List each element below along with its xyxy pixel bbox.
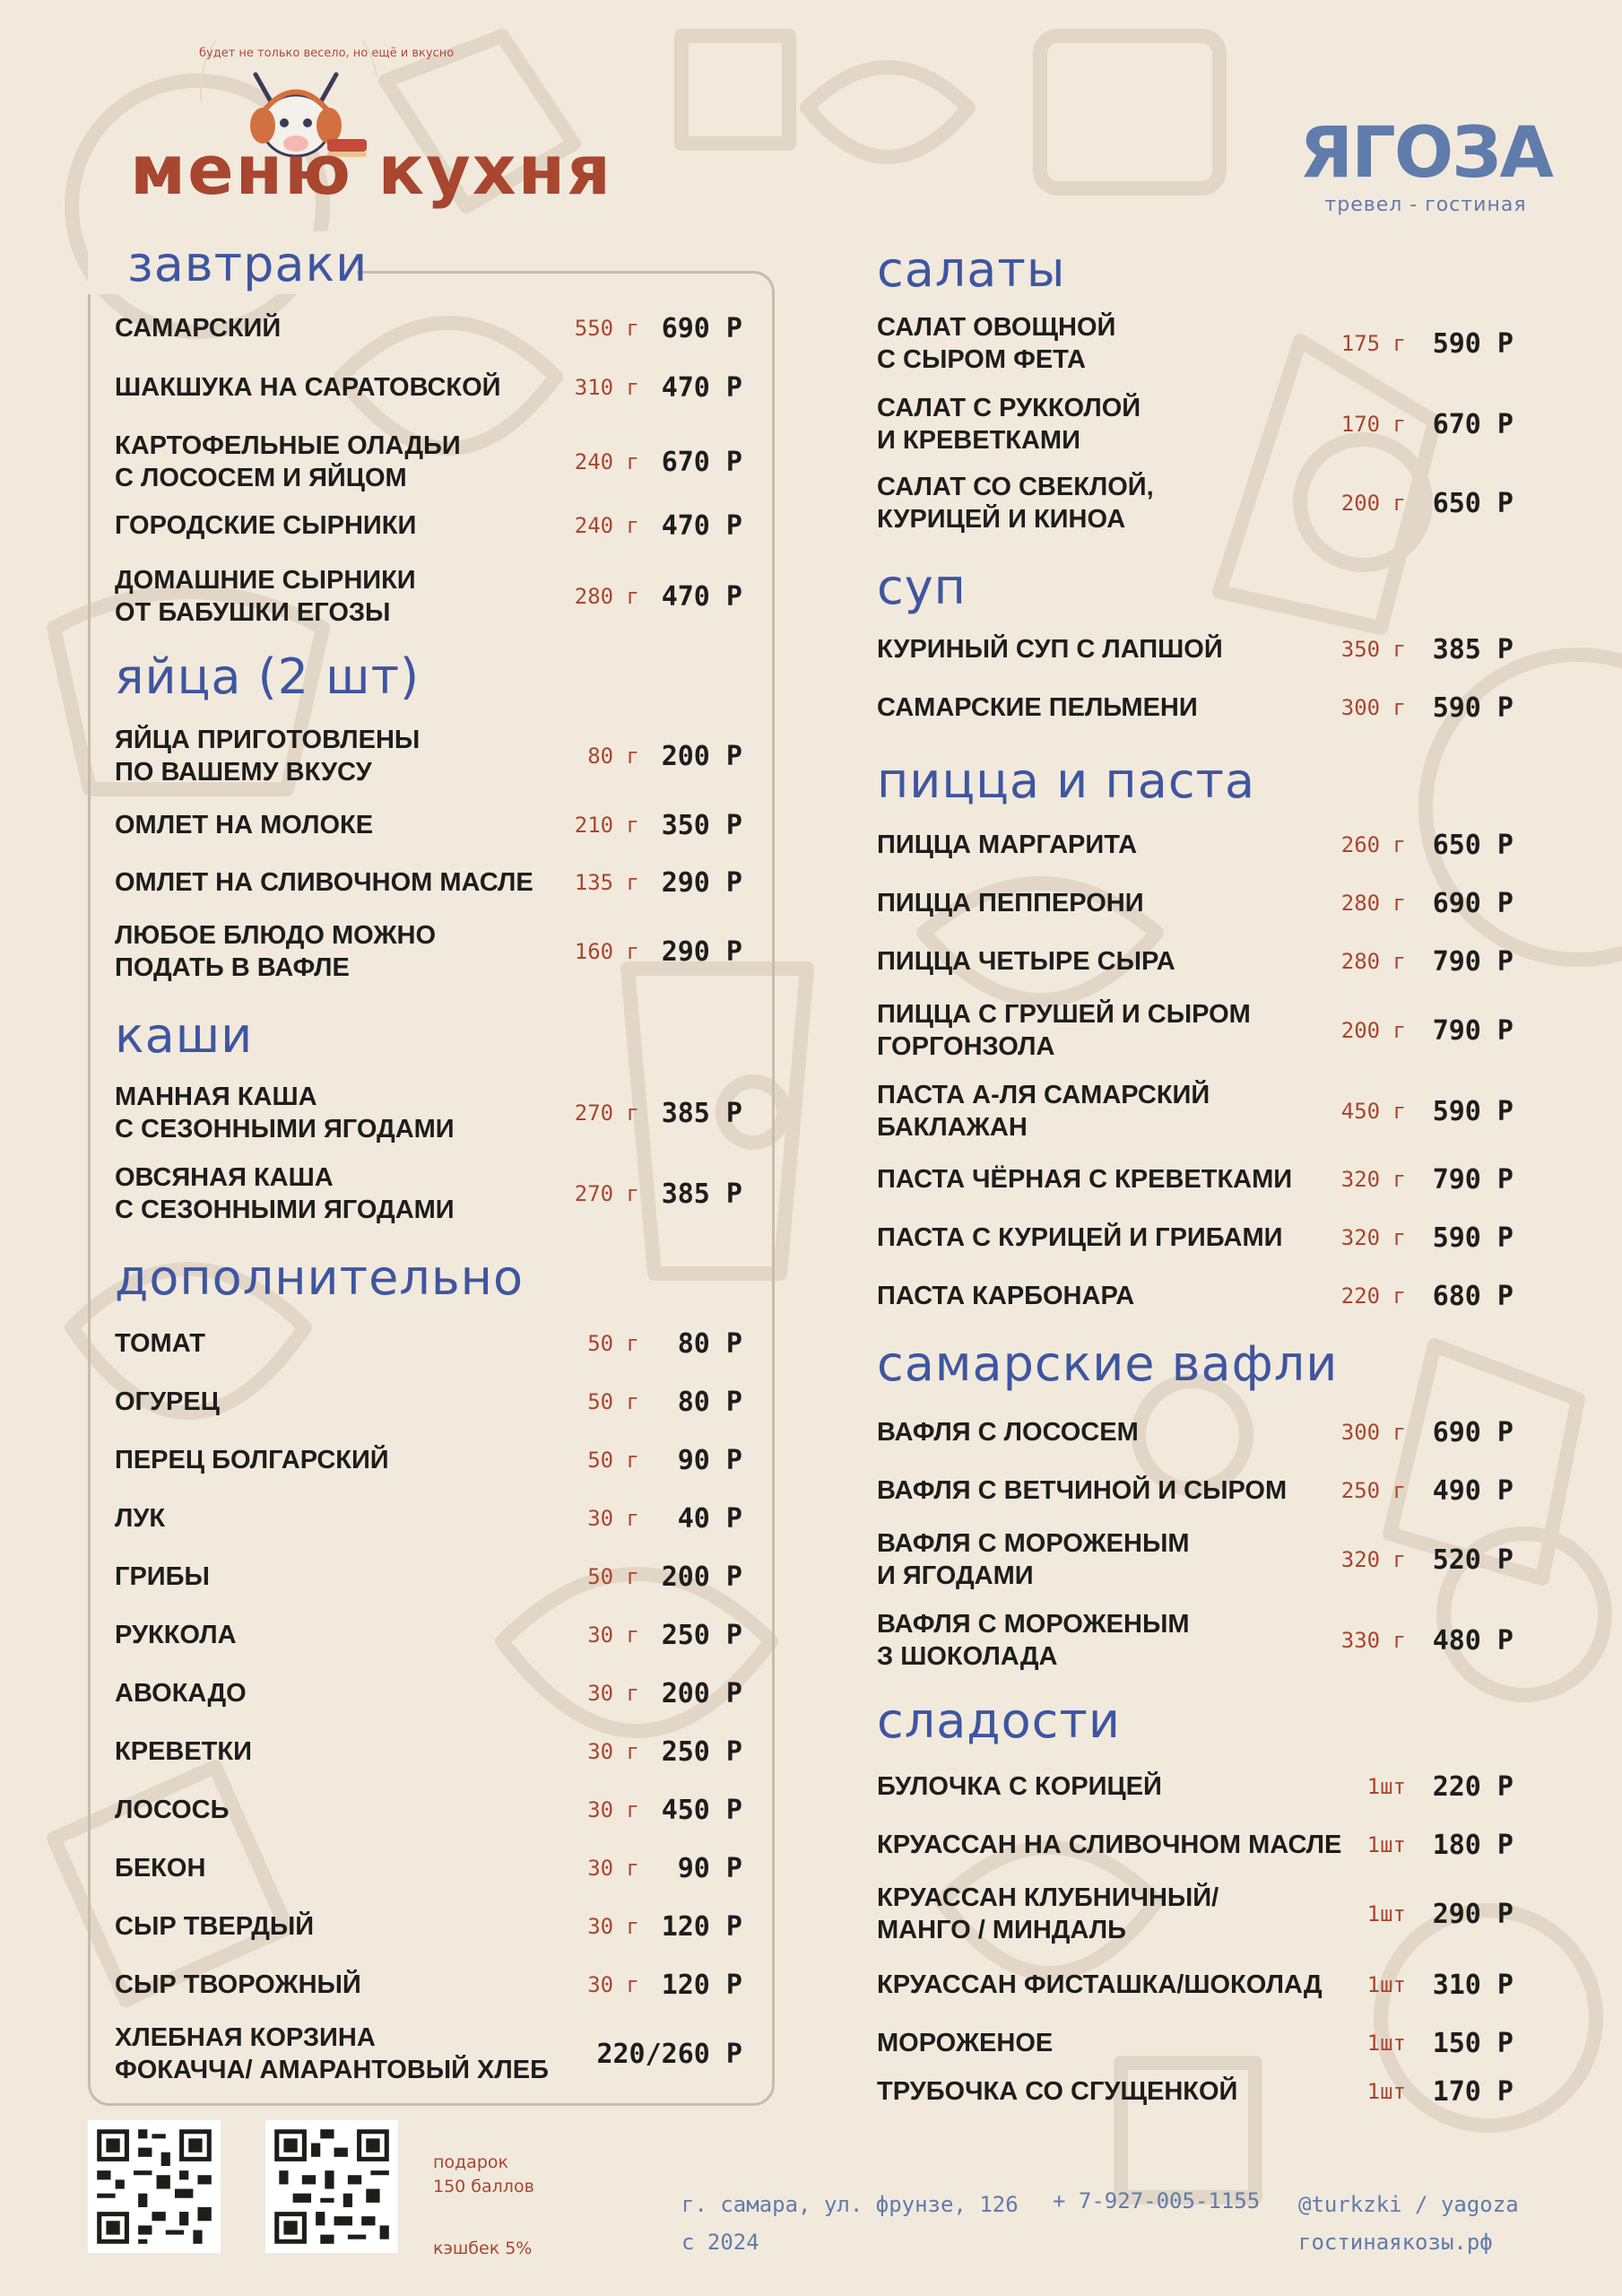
page-title: меню кухня [130,130,612,210]
menu-item-weight: 200 г [1340,1018,1406,1043]
social-handle-link[interactable]: @turkzki / yagoza [1298,2192,1519,2217]
menu-item [877,305,1514,382]
menu-item-name: ДОМАШНИЕ СЫРНИКИ ОТ БАБУШКИ ЕГОЗЫ [115,565,416,627]
menu-item [115,2015,742,2092]
menu-item [877,1602,1514,1679]
menu-item-price: 90 Р [677,1444,742,1476]
menu-item-name: КРУАССАН НА СЛИВОЧНОМ МАСЛЕ [877,1830,1342,1859]
menu-item-price: 350 Р [661,809,742,841]
menu-item-weight: 210 г [574,813,639,838]
menu-item [115,913,742,990]
menu-item-price: 200 Р [661,1561,742,1593]
menu-item [877,1758,1514,1815]
menu-item-weight: 280 г [1340,949,1406,974]
menu-item-weight: 1шт [1366,2079,1406,2104]
menu-item [877,874,1514,932]
menu-item-price: 690 Р [1432,887,1514,919]
menu-item [115,1898,742,1955]
menu-item [115,1315,742,1372]
menu-item-weight: 160 г [574,939,639,964]
menu-item-weight: 320 г [1340,1225,1406,1250]
menu-item-price: 385 Р [661,1097,742,1129]
menu-item-name: ПАСТА ЧЁРНАЯ С КРЕВЕТКАМИ [877,1164,1293,1194]
menu-item [877,816,1514,874]
menu-item-name: ЛУК [115,1503,166,1533]
menu-item-weight: 1шт [1366,2031,1406,2056]
menu-item-weight: 50 г [587,1331,639,1356]
menu-item-name: ПАСТА С КУРИЦЕЙ И ГРИБАМИ [877,1222,1283,1252]
menu-item-price: 520 Р [1432,1544,1514,1576]
menu-item-weight: 250 г [1340,1478,1406,1503]
menu-item-name: ПАСТА А-ЛЯ САМАРСКИЙ БАКЛАЖАН [877,1080,1210,1142]
menu-item [877,679,1514,736]
menu-item-name: САЛАТ СО СВЕКЛОЙ, КУРИЦЕЙ И КИНОА [877,472,1154,534]
menu-item [877,992,1514,1069]
menu-item-price: 690 Р [661,312,742,344]
menu-item-name: ХЛЕБНАЯ КОРЗИНА ФОКАЧЧА/ АМАРАНТОВЫЙ ХЛЕБ [115,2022,549,2084]
menu-item-price: 790 Р [1432,1014,1514,1047]
menu-item [877,933,1514,990]
menu-item-name: ПИЦЦА ПЕППЕРОНИ [877,888,1144,918]
section-title-salads: салаты [877,241,1066,298]
menu-item-weight: 550 г [574,316,639,341]
menu-item-weight: 1шт [1366,1972,1406,1997]
menu-item-weight: 260 г [1340,832,1406,857]
menu-item-price: 470 Р [661,580,742,613]
menu-item [115,1781,742,1839]
menu-item-name: ВАФЛЯ С МОРОЖЕНЫМ И ЯГОДАМИ [877,1528,1190,1590]
menu-item [877,1151,1514,1208]
menu-item-weight: 220 г [1340,1283,1406,1309]
menu-item [877,1875,1514,1952]
menu-item [115,423,742,500]
menu-item [115,1373,742,1431]
menu-item-price: 120 Р [661,1910,742,1943]
menu-item-name: КУРИНЫЙ СУП С ЛАПШОЙ [877,634,1223,664]
menu-item-name: КАРТОФЕЛЬНЫЕ ОЛАДЬИ С ЛОСОСЕМ И ЯЙЦОМ [115,430,461,492]
menu-item [115,497,742,554]
menu-item-price: 220/260 Р [596,2038,742,2070]
qr-code-icon [265,2120,398,2253]
menu-item-price: 180 Р [1432,1829,1514,1861]
menu-item-weight: 1шт [1366,1774,1406,1799]
menu-item-weight: 30 г [587,1681,639,1706]
menu-item-name: ЛОСОСЬ [115,1795,230,1824]
menu-item-weight: 300 г [1340,1420,1406,1445]
menu-item-weight: 30 г [587,1914,639,1939]
menu-item-name: САМАРСКИЙ [115,313,282,343]
menu-item-name: ПАСТА КАРБОНАРА [877,1281,1135,1310]
menu-item [115,1490,742,1547]
menu-item-weight: 350 г [1340,637,1406,662]
menu-item-weight: 450 г [1340,1099,1406,1124]
menu-item [115,1074,742,1152]
menu-item-price: 470 Р [661,509,742,542]
menu-item-price: 290 Р [1432,1898,1514,1930]
menu-item-price: 200 Р [661,1677,742,1709]
menu-item-weight: 240 г [574,449,639,474]
section-title-eggs: яйца (2 шт) [115,648,421,705]
menu-item-price: 80 Р [677,1386,742,1418]
menu-item-name: КРЕВЕТКИ [115,1736,252,1766]
menu-item-name: МАННАЯ КАША С СЕЗОННЫМИ ЯГОДАМИ [115,1082,455,1144]
menu-item-price: 590 Р [1432,327,1514,360]
menu-item-price: 590 Р [1432,1095,1514,1127]
menu-item-weight: 280 г [574,584,639,609]
menu-item-price: 220 Р [1432,1770,1514,1803]
menu-item-price: 680 Р [1432,1280,1514,1312]
menu-item-price: 310 Р [1432,1969,1514,2001]
menu-item-name: СЫР ТВЕРДЫЙ [115,1911,315,1941]
menu-item-price: 480 Р [1432,1624,1514,1657]
menu-item-weight: 135 г [574,870,639,895]
menu-item-name: ВАФЛЯ С ВЕТЧИНОЙ И СЫРОМ [877,1475,1288,1505]
menu-item [115,1665,742,1722]
menu-item-name: ГОРОДСКИЕ СЫРНИКИ [115,510,417,540]
menu-item-name: ГРИБЫ [115,1561,210,1591]
menu-item-price: 650 Р [1432,487,1514,519]
section-title-soup: суп [877,559,967,615]
menu-item-price: 670 Р [661,446,742,478]
menu-item-name: ОВСЯНАЯ КАША С СЕЗОННЫМИ ЯГОДАМИ [115,1162,455,1224]
menu-item-name: ПЕРЕЦ БОЛГАРСКИЙ [115,1445,389,1474]
menu-item [877,465,1514,542]
menu-item-weight: 270 г [574,1100,639,1126]
menu-item-price: 40 Р [677,1502,742,1535]
menu-item [877,621,1514,678]
menu-item-weight: 320 г [1340,1167,1406,1192]
menu-item-weight: 280 г [1340,891,1406,916]
menu-item-name: МОРОЖЕНОЕ [877,2028,1054,2057]
menu-item-name: ОГУРЕЦ [115,1387,220,1416]
menu-item-name: ЛЮБОЕ БЛЮДО МОЖНО ПОДАТЬ В ВАФЛЕ [115,920,437,982]
menu-item-price: 490 Р [1432,1474,1514,1507]
qr-code-right[interactable] [265,2120,398,2253]
menu-item-name: ВАФЛЯ С ЛОСОСЕМ [877,1417,1139,1447]
menu-item [877,1073,1514,1150]
section-title-extras: дополнительно [115,1249,524,1306]
menu-item [115,854,742,911]
menu-item [115,1956,742,2013]
menu-item [877,1956,1514,2013]
bonus-gift [433,2151,534,2198]
menu-item-price: 670 Р [1432,408,1514,440]
menu-item-name: ВАФЛЯ С МОРОЖЕНЫМ З ШОКОЛАДА [877,1609,1190,1671]
menu-item [877,1521,1514,1598]
menu-item [115,1606,742,1664]
brand-name: ЯГОЗА [1299,113,1552,194]
menu-item-weight: 50 г [587,1564,639,1589]
menu-item-name: ЯЙЦА ПРИГОТОВЛЕНЫ ПО ВАШЕМУ ВКУСУ [115,725,421,787]
menu-item [115,558,742,635]
phone-link[interactable]: + 7-927-005-1155 [1053,2188,1261,2213]
menu-item [115,1431,742,1489]
bonus-line-2: 150 баллов [433,2176,534,2196]
menu-item-weight: 30 г [587,1506,639,1531]
section-title-pizza-pasta: пицца и паста [877,752,1256,809]
brand-subtitle: тревел - гостиная [1324,194,1527,216]
section-title-breakfasts: завтраки [127,236,369,292]
menu-item-weight: 200 г [1340,491,1406,516]
menu-item-name: ОМЛЕТ НА СЛИВОЧНОМ МАСЛЕ [115,867,533,897]
menu-item-name: САЛАТ ОВОЩНОЙ С СЫРОМ ФЕТА [877,312,1116,374]
qr-code-icon [88,2120,221,2253]
menu-item [115,1155,742,1232]
bonus-line-1: подарок [433,2152,508,2172]
menu-item-price: 150 Р [1432,2027,1514,2059]
menu-item-price: 170 Р [1432,2075,1514,2108]
menu-item-weight: 30 г [587,1797,639,1822]
menu-item-price: 120 Р [661,1969,742,2001]
menu-item-price: 385 Р [1432,633,1514,665]
menu-item-weight: 30 г [587,1856,639,1881]
menu-item-name: ТОМАТ [115,1328,205,1358]
menu-item-name: ПИЦЦА МАРГАРИТА [877,830,1138,859]
address: г. самара, ул. фрунзе, 126 [681,2192,1019,2217]
menu-item-name: ОМЛЕТ НА МОЛОКЕ [115,810,374,839]
menu-item-weight: 50 г [587,1448,639,1473]
menu-item-weight: 320 г [1340,1547,1406,1572]
menu-item [115,1839,742,1897]
menu-item-weight: 175 г [1340,331,1406,356]
menu-item [115,359,742,416]
menu-item-price: 590 Р [1432,1222,1514,1254]
menu-item-weight: 310 г [574,375,639,400]
menu-item-weight: 30 г [587,1972,639,1997]
menu-item-weight: 50 г [587,1389,639,1414]
menu-item-price: 650 Р [1432,829,1514,861]
menu-item-weight: 1шт [1366,1832,1406,1857]
menu-item-price: 470 Р [661,371,742,404]
menu-item-name: КРУАССАН ФИСТАШКА/ШОКОЛАД [877,1970,1323,1999]
menu-item-name: ТРУБОЧКА СО СГУЩЕНКОЙ [877,2076,1238,2106]
menu-item [877,1462,1514,1519]
menu-item-price: 450 Р [661,1794,742,1826]
menu-item-name: ПИЦЦА С ГРУШЕЙ И СЫРОМ ГОРГОНЗОЛА [877,999,1251,1061]
menu-item-price: 590 Р [1432,691,1514,724]
section-title-porridges: каши [115,1007,254,1064]
menu-item-price: 690 Р [1432,1416,1514,1448]
menu-item-price: 200 Р [661,740,742,772]
menu-item [115,1723,742,1780]
qr-code-left[interactable] [88,2120,221,2253]
menu-item-name: БЕКОН [115,1853,206,1883]
menu-item-weight: 300 г [1340,695,1406,720]
section-title-waffles: самарские вафли [877,1335,1339,1392]
menu-item [877,1209,1514,1266]
menu-item-price: 790 Р [1432,1163,1514,1196]
menu-item-price: 790 Р [1432,945,1514,978]
menu-item [115,1548,742,1605]
menu-item-name: САМАРСКИЕ ПЕЛЬМЕНИ [877,692,1198,722]
menu-item [877,1404,1514,1461]
menu-item-name: АВОКАДО [115,1678,247,1708]
menu-item-price: 250 Р [661,1735,742,1768]
website-link[interactable]: гостинаякозы.рф [1298,2230,1493,2255]
brand-logo [1291,113,1560,216]
menu-item [877,2063,1514,2120]
menu-item-price: 290 Р [661,866,742,899]
menu-item [115,718,742,795]
menu-item-weight: 1шт [1366,1901,1406,1926]
menu-item-weight: 170 г [1340,412,1406,437]
menu-item-name: БУЛОЧКА С КОРИЦЕЙ [877,1771,1162,1801]
menu-item-weight: 270 г [574,1181,639,1206]
menu-item-price: 90 Р [677,1852,742,1884]
menu-item-weight: 240 г [574,513,639,538]
menu-item-name: ПИЦЦА ЧЕТЫРЕ СЫРА [877,946,1175,976]
menu-item-weight: 80 г [587,744,639,769]
menu-item-name: САЛАТ С РУККОЛОЙ И КРЕВЕТКАМИ [877,393,1141,455]
menu-item-name: КРУАССАН КЛУБНИЧНЫЙ/ МАНГО / МИНДАЛЬ [877,1883,1219,1944]
menu-item [115,796,742,854]
menu-item-price: 250 Р [661,1619,742,1651]
menu-item-weight: 330 г [1340,1628,1406,1653]
menu-item [115,300,742,357]
menu-item [877,1816,1514,1874]
menu-item-name: СЫР ТВОРОЖНЫЙ [115,1970,361,1999]
menu-item-weight: 30 г [587,1739,639,1764]
section-title-sweets: сладости [877,1692,1121,1749]
menu-item [877,386,1514,463]
menu-item-price: 80 Р [677,1327,742,1360]
menu-item-name: РУККОЛА [115,1620,237,1649]
menu-item-price: 290 Р [661,935,742,968]
menu-item-name: ШАКШУКА НА САРАТОВСКОЙ [115,372,501,402]
cashback-label: кэшбек 5% [433,2239,533,2258]
menu-item [877,1267,1514,1325]
menu-item-weight: 30 г [587,1622,639,1648]
menu-item-price: 385 Р [661,1178,742,1210]
tagline: будет не только весело, но ещё и вкусно [199,47,455,60]
since-year: с 2024 [681,2230,759,2255]
